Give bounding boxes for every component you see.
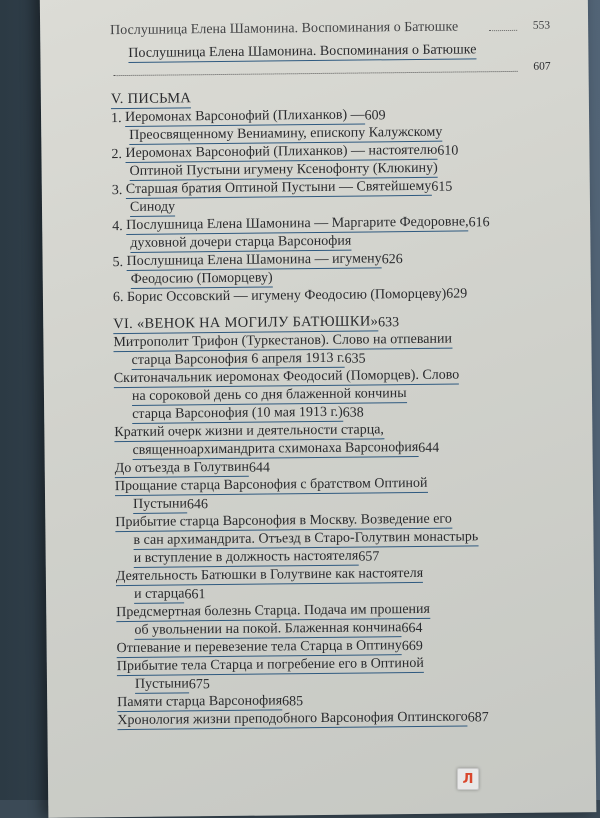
toc-entry-text: Краткий очерк жизни и деятельности старца,	[114, 422, 384, 441]
toc-entry-text: старца Варсонофия (10 мая 1913 г.)	[132, 404, 343, 422]
toc-entry-text: Деятельность Батюшки в Голутвине как настоятеля	[115, 565, 424, 585]
toc-entry-text: в сан архимандрита. Отъезд в Старо-Голутвин монастырь	[133, 529, 479, 548]
toc-page-number: 638	[342, 405, 364, 421]
leader-dots	[489, 30, 517, 31]
toc-entry-text: Хронология жизни преподобного Варсонофия Оптинского	[117, 709, 468, 729]
toc-page-number: 687	[467, 710, 489, 726]
toc-entry-text: Пустыни	[134, 676, 189, 692]
toc-page-number: 610	[437, 143, 459, 159]
toc-entry-text: Оптиной Пустыни игумену Ксенофонту (Клюкину)	[129, 160, 438, 179]
toc-page-number: 635	[344, 351, 366, 367]
toc-page-number: 657	[358, 549, 380, 565]
toc-entry-text: Отпевание и перевезение тела Старца в Оптину	[116, 638, 402, 657]
toc-entry-text: Скитоначальник иеромонах Феодосий (Поморцев). Слово	[113, 367, 460, 387]
toc-page-number: 669	[401, 638, 423, 655]
toc-page-number: 633	[378, 315, 400, 331]
toc-entry-text: Старшая братия Оптиной Пустыни — Святейшему	[125, 178, 432, 198]
toc-entry-text: До отъезда в Голутвин	[114, 459, 250, 477]
section-heading-letters: V. ПИСЬМА	[110, 90, 192, 108]
toc-entry-text: Митрополит Трифон (Туркестанов). Слово на отпевании	[113, 331, 453, 351]
toc-entry-text: Прибытие тела Старца и погребение его в Оптиной	[116, 655, 424, 675]
toc-entry-text: Иеромонах Варсонофий (Плиханков) —	[124, 107, 365, 126]
entry-number: 6.	[112, 290, 124, 306]
toc-entry-bolezn	[116, 600, 556, 641]
toc-entry-text: Послушница Елена Шамонина. Воспоминания о Батюшке	[128, 42, 477, 61]
toc-entry-deyatelnost	[116, 564, 556, 605]
watermark-letter: Л	[462, 771, 474, 787]
toc-entry-letter-2	[111, 141, 551, 182]
toc-entry-letter-3	[112, 177, 552, 218]
toc-entry-khronologiya	[117, 708, 557, 731]
entry-number: 4.	[112, 219, 123, 235]
toc-entry-0	[110, 41, 550, 81]
entry-number: 1.	[110, 111, 122, 127]
watermark-logo-icon	[457, 768, 479, 790]
toc-page-number: 629	[446, 286, 468, 302]
section-heading-text: VI. «ВЕНОК НА МОГИЛУ БАТЮШКИ»	[113, 313, 379, 333]
toc-page-number: 675	[188, 677, 210, 693]
toc-entry-ocherk	[114, 420, 554, 461]
toc-entry-text: Послушница Елена Шамонина. Воспоминания о Батюшке	[110, 19, 459, 39]
entry-number: 2.	[111, 147, 123, 163]
toc-page-number: 646	[186, 497, 209, 513]
toc-page-number: 615	[431, 179, 453, 195]
toc-entry-text: Иеромонах Варсонофий (Плиханков) — настоятелю	[125, 142, 438, 162]
toc-entry-letter-4	[112, 213, 552, 254]
toc-page-number: 553	[532, 19, 551, 32]
toc-page-number: 664	[401, 620, 423, 637]
toc-entry-text: духовной дочери старца Варсонофия	[130, 233, 352, 251]
toc-page-number: 616	[468, 215, 490, 231]
toc-entry-text: Памяти старца Варсонофия	[117, 693, 283, 711]
toc-entry-feodosiy	[114, 366, 555, 425]
toc-entry-text: Пустыни	[133, 496, 188, 512]
toc-page-number: 607	[533, 60, 551, 73]
toc-entry-proshchanie	[115, 474, 555, 515]
toc-page-number: 685	[282, 694, 304, 710]
entry-number: 5.	[112, 255, 124, 271]
toc-entry-text: Прощание старца Варсонофия с братством Оптиной	[114, 475, 428, 495]
toc-entry-text: и старца	[133, 586, 185, 602]
toc-entry-pribytie-moskva	[115, 510, 556, 569]
toc-entry-trifon	[113, 330, 553, 371]
toc-entry-text: Предсмертная болезнь Старца. Подача им прошения	[116, 601, 431, 621]
toc-page-number: 661	[184, 587, 206, 603]
toc-entry-text: об увольнении на покой. Блаженная кончина	[134, 620, 402, 638]
toc-page-number: 644	[418, 440, 440, 456]
toc-entry-letter-1	[111, 105, 551, 146]
toc-entry-text: Борис Оссовский — игумену Феодосию (Поморцеву)	[126, 286, 447, 305]
book-page	[40, 0, 597, 818]
toc-entry-text: Послушница Елена Шамонина — игумену	[126, 251, 382, 269]
toc-page-number: 644	[248, 460, 271, 476]
toc-entry-text: Послушница Елена Шамонина — Маргарите Федоровне,	[126, 214, 469, 233]
toc-entry-partial-top	[110, 18, 550, 40]
entry-number: 3.	[111, 183, 123, 199]
toc-entry-pogrebenie	[117, 654, 557, 695]
toc-entry-text: Преосвященному Вениамину, епископу Калужскому	[129, 124, 443, 143]
toc-entry-text: старца Варсонофия 6 апреля 1913 г.	[131, 350, 345, 368]
table-of-contents	[110, 19, 557, 731]
toc-entry-text: Прибытие старца Варсонофия в Москву. Возведение его	[115, 511, 452, 531]
toc-entry-text: на сороковой день со дня блаженной кончины	[131, 386, 407, 404]
toc-page-number: 609	[364, 108, 386, 124]
toc-entry-text: Синоду	[129, 199, 176, 215]
toc-entry-text: Феодосию (Поморцеву)	[130, 270, 273, 287]
toc-page-number: 626	[381, 252, 403, 268]
toc-entry-text: и вступление в должность настоятеля	[133, 548, 359, 566]
toc-entry-text: священноархимандрита схимонаха Варсонофия	[132, 439, 419, 458]
leader-dots	[114, 71, 518, 76]
toc-entry-letter-5	[112, 249, 552, 290]
